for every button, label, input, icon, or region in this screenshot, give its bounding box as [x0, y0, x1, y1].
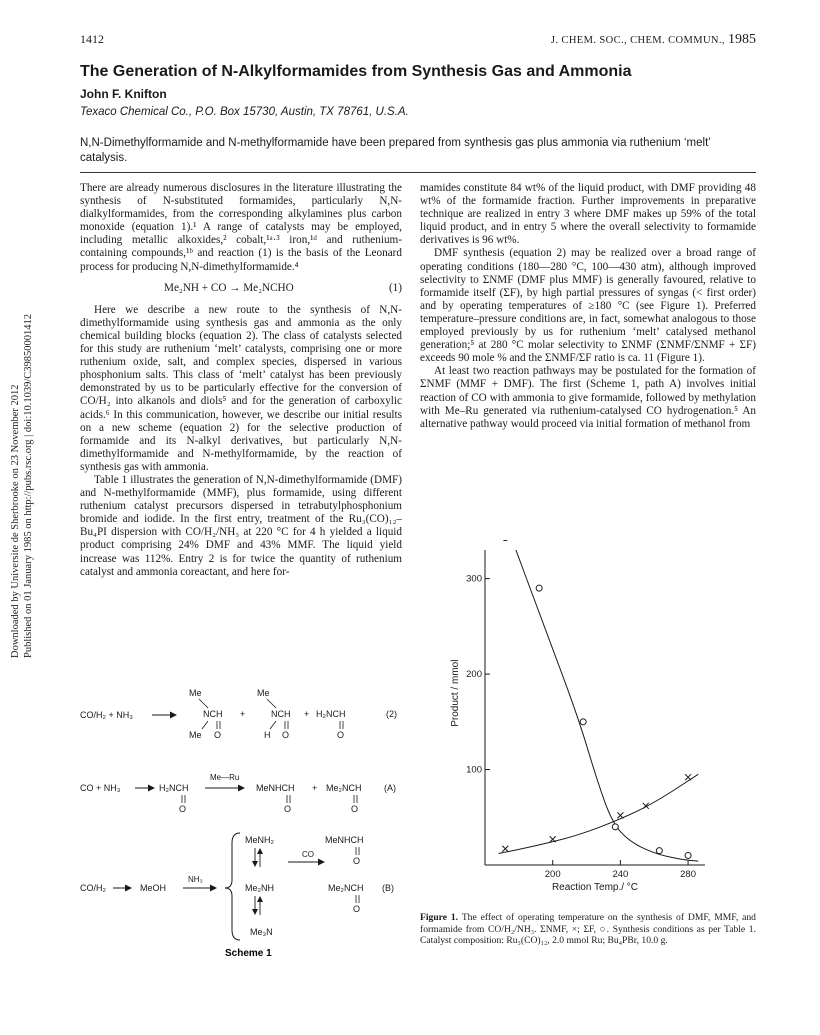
y-tick-label: 300: [466, 573, 482, 585]
x-axis-label: Reaction Temp./ °C: [551, 882, 639, 892]
pathB-mmf: MeNHCH: [325, 835, 364, 845]
pathB-dimethylamine: Me₂NH: [245, 883, 274, 893]
equation-1-expression: Me₂NH + CO → Me₂NCHO: [164, 281, 294, 294]
page-number: 1412: [80, 32, 104, 46]
eq2-number: (2): [386, 709, 397, 719]
figure-caption: [420, 912, 756, 947]
equation-1-number: (1): [388, 281, 402, 294]
pathB-dmf: Me₂NCH: [328, 883, 364, 893]
mmf-oxygen-label: O: [282, 730, 290, 740]
pathA-mmf-oxygen: O: [284, 804, 292, 814]
formamide-point: [536, 585, 542, 591]
article-title: The Generation of N-Alkylformamides from Synthesis Gas and Ammonia: [80, 63, 632, 80]
article-author: John F. Knifton: [80, 87, 167, 101]
pathA-arrow-1: [135, 785, 155, 792]
mmf-hydrogen-label: H: [264, 730, 271, 740]
body-paragraph: DMF synthesis (equation 2) may be realized over a broad range of operating conditions (180—280 °C, 100—430 atm), although improved selectivity to ΣNMF (DMF plus MMF) is generally favoured, relative to formamide itself (ΣF), by high partial pressures of syngas (< first order) and by operating temperatures of ≥180 °C (see Figure 1). Preferred temperature–pressure conditions are, in fact, somewhat analogous to those employed previously by us for ruthenium ‘melt’ catalysed methanol generation;⁵ at 280 °C molar selectivity to ΣNMF (ΣNMF/ΣNMF + ΣF) exceeds 90 mole % and the ΣNMF/ΣF ratio is ca. 11 (Figure 1).: [420, 247, 756, 365]
pathB-dmf-oxygen: O: [353, 904, 361, 914]
pathB-methylamine: MeNH₂: [245, 835, 274, 845]
running-header: [80, 32, 756, 50]
formamide-point: [685, 852, 691, 858]
eq2-reactants: CO/H₂ + NH₃: [80, 710, 133, 720]
pathA-label: (A): [384, 783, 396, 793]
pathB-carbon-monoxide: CO: [302, 850, 314, 859]
journal-name: [551, 32, 756, 48]
nmf-point: [502, 846, 508, 852]
pathA-dmf: Me₂NCH: [326, 783, 362, 793]
x-tick-label: 280: [680, 869, 697, 880]
pathB-methanol: MeOH: [140, 883, 167, 893]
chart-points: [502, 540, 691, 858]
left-column: [80, 182, 402, 579]
x-tick-label: 200: [544, 869, 561, 880]
x-tick-label: 240: [612, 869, 629, 880]
body-paragraph: Table 1 illustrates the generation of N,N-dimethylformamide (DMF) and N-methylformamide (MMF), plus formamide, using different ruthenium catalyst precursors dispersed in tetrabutylphosphonium bromide and iodide. In the first entry, treatment of the Ru₃(CO)₁₂–Bu₄PI dispersion with CO/H₂/NH₃ at 220 °C for 4 h yielded a liquid product comprising 24% DMF and 43% MMF. The liquid yield increase was 112%. Entry 2 is for twice the quantity of ruthenium catalyst and ammonia coreactant, and here for-: [80, 473, 402, 578]
pathB-arrow-2: [183, 885, 217, 892]
pathA-arrow-2: [205, 785, 245, 792]
abstract-divider: [80, 172, 756, 173]
pathB-arrow-1: [113, 885, 132, 892]
nmf-point: [617, 812, 623, 818]
body-paragraph: There are already numerous disclosures in the literature illustrating the synthesis of N-substituted formamides, particularly N,N-dialkylformamides, from the corresponding alkylamines plus carbon monoxide (equation 1).¹ A range of catalysts may be employed, including metallic alkoxides,² cobalt,¹ᵃ·³ iron,¹ᵈ and ruthenium-containing compounds,¹ᵇ and reaction (1) is the basis of the Leonard process for producing N,N-dimethylformamide.⁴: [80, 182, 402, 273]
download-notice: [4, 238, 34, 658]
body-paragraph: mamides constitute 84 wt% of the liquid product, with DMF providing 48 wt% of the formamide fraction. Further improvements in preparative technique are realized in entry 3 where DMF makes up 59% of the total liquid product, and in entry 5 where the overall selectivity to formamide derivatives is 96 wt%.: [420, 182, 756, 247]
figure-caption-text: The effect of operating temperature on the synthesis of DMF, MMF, and formamide from CO/H₂/NH₃. ΣNMF, ×; ΣF, ○. Synthesis conditions as per Table 1. Catalyst composition: Ru₃(CO)₁₂, 2.0 mmol Ru; Bu₄PBr, 10.0 g.: [420, 912, 756, 946]
equation-1: [80, 274, 402, 304]
pathA-dmf-oxygen: O: [351, 804, 359, 814]
bond-line: [267, 699, 276, 708]
formamide-point: [580, 719, 586, 725]
equilibrium-arrows-2: [252, 896, 263, 915]
bond-line: [270, 721, 276, 729]
figure-1-chart: [440, 540, 760, 892]
pathA-formamide: H₂NCH: [159, 783, 189, 793]
article-affiliation: Texaco Chemical Co., P.O. Box 15730, Austin, TX 78761, U.S.A.: [80, 106, 409, 118]
dmf-methyl-label-2: Me: [189, 730, 202, 740]
y-tick-label: 100: [466, 764, 482, 776]
dmf-nch-label: NCH: [203, 709, 223, 719]
chart-axes: [485, 550, 705, 865]
bond-line: [199, 699, 208, 708]
formamide-curve: [505, 540, 698, 861]
article-abstract: N,N-Dimethylformamide and N-methylformamide have been prepared from synthesis gas plus ammonia via ruthenium ‘melt’ catalysis.: [80, 137, 711, 164]
right-column: [420, 182, 756, 431]
pathB-trimethylamine: Me₃N: [250, 927, 273, 937]
reaction-scheme: [80, 680, 410, 960]
body-paragraph: At least two reaction pathways may be postulated for the formation of ΣNMF (MMF + DMF). The first (Scheme 1, path A) involves initial reaction of CO with ammonia to give formamide, followed by methylation with Me–Ru generated via ruthenium-catalysed CO hydrogenation.⁵ An alternative pathway would proceed via initial formation of methanol from: [420, 365, 756, 430]
bond-line: [202, 721, 208, 729]
figure-caption-label: Figure 1.: [420, 912, 459, 923]
formamide-point: [656, 848, 662, 854]
plus-sign: +: [312, 783, 318, 793]
plus-sign: +: [240, 709, 246, 719]
nmf-point: [685, 774, 691, 780]
formamide-point: [612, 824, 618, 830]
pathA-catalyst: Me—Ru: [210, 773, 240, 782]
chart-curves: [499, 540, 699, 861]
formamide-point: [502, 540, 508, 541]
body-paragraph: Here we describe a new route to the synthesis of N,N-dimethylformamide using synthesis gas and ammonia as the only chemical building blocks (equation 2). The class of catalysts selected for this study are ruthenium ‘melt’ catalysts, comprising one or more ruthenium oxide, salt, and complex species, dispersed in various phosphonium salts. This class of ‘melt’ catalyst has been previously demonstrated by us to be particularly effective for the conversion of CO/H₂ into alkanols and diols⁵ and for the generation of carboxylic acids.⁶ In this communication, however, we describe our initial results on a new scheme (equation 2) for the selective production of formamide and its N-alkyl derivatives, but particularly N,N-dimethylformamide and N-methylformamide, by the reaction of synthesis gas with ammonia.: [80, 303, 402, 473]
journal-year: 1985: [728, 32, 756, 47]
pathB-ammonia: NH₃: [188, 875, 203, 884]
scheme-label: Scheme 1: [225, 948, 272, 959]
y-tick-label: 200: [466, 669, 482, 681]
publication-notice-line: Published on 01 January 1985 on http://pubs.rsc.org | doi:10.1039/C39850001412: [23, 313, 34, 658]
formamide-label: H₂NCH: [316, 709, 346, 719]
mmf-methyl-label: Me: [257, 688, 270, 698]
plus-sign: +: [304, 709, 310, 719]
dmf-oxygen-label: O: [214, 730, 222, 740]
pathB-brace: [225, 833, 240, 940]
nmf-curve: [499, 774, 699, 853]
pathB-mmf-oxygen: O: [353, 856, 361, 866]
equilibrium-arrows-1: [252, 848, 263, 867]
eq2-arrow: [152, 712, 177, 719]
download-notice-line: Downloaded by Universite de Sherbrooke on 23 November 2012: [10, 384, 21, 658]
journal-title: J. CHEM. SOC., CHEM. COMMUN.,: [550, 35, 725, 46]
formamide-oxygen-label: O: [337, 730, 345, 740]
pathA-formamide-oxygen: O: [179, 804, 187, 814]
mmf-nch-label: NCH: [271, 709, 291, 719]
pathB-reactants: CO/H₂: [80, 883, 106, 893]
dmf-methyl-label: Me: [189, 688, 202, 698]
y-axis-label: Product / mmol: [450, 659, 461, 727]
pathB-arrow-3: [288, 859, 325, 866]
pathA-mmf: MeNHCH: [256, 783, 295, 793]
pathB-label: (B): [382, 883, 394, 893]
pathA-reactants: CO + NH₃: [80, 783, 121, 793]
